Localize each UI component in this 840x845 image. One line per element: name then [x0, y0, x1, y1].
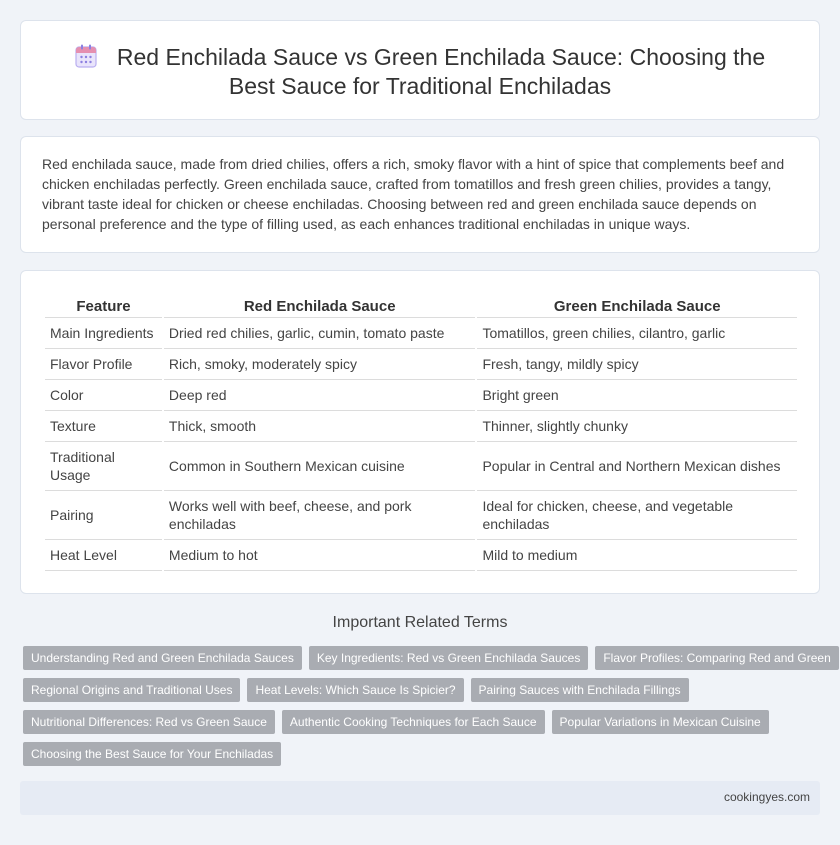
table-row — [45, 318, 797, 349]
red-cell: Common in Southern Mexican cuisine — [164, 442, 476, 491]
feature-cell: Traditional Usage — [45, 442, 162, 491]
comparison-table — [43, 294, 799, 571]
header-red-sauce: Red Enchilada Sauce — [164, 294, 476, 318]
feature-cell: Color — [45, 380, 162, 411]
feature-cell: Texture — [45, 411, 162, 442]
feature-cell: Heat Level — [45, 540, 162, 571]
red-cell: Rich, smoky, moderately spicy — [164, 349, 476, 380]
related-tag[interactable]: Pairing Sauces with Enchilada Fillings — [471, 678, 689, 702]
green-cell: Tomatillos, green chilies, cilantro, garlic — [477, 318, 797, 349]
title-line-1: Red Enchilada Sauce vs Green Enchilada Sauce: Choosing the — [116, 44, 766, 70]
table-header-row — [45, 294, 797, 318]
red-cell: Deep red — [164, 380, 476, 411]
title-line-2: Best Sauce for Traditional Enchiladas — [228, 73, 612, 99]
related-tag[interactable]: Flavor Profiles: Comparing Red and Green — [595, 646, 838, 670]
green-cell: Bright green — [477, 380, 797, 411]
green-cell: Ideal for chicken, cheese, and vegetable enchiladas — [477, 491, 797, 540]
related-tag[interactable]: Choosing the Best Sauce for Your Enchiladas — [23, 742, 281, 766]
table-row — [45, 380, 797, 411]
related-tag[interactable]: Authentic Cooking Techniques for Each Sauce — [282, 710, 545, 734]
green-cell: Fresh, tangy, mildly spicy — [477, 349, 797, 380]
related-tags — [23, 646, 831, 774]
red-cell: Works well with beef, cheese, and pork enchiladas — [164, 491, 476, 540]
feature-cell: Pairing — [45, 491, 162, 540]
related-tag[interactable]: Popular Variations in Mexican Cuisine — [552, 710, 769, 734]
table-row — [45, 491, 797, 540]
related-tag[interactable]: Regional Origins and Traditional Uses — [23, 678, 240, 702]
related-terms-heading: Important Related Terms — [332, 614, 508, 631]
header-feature: Feature — [45, 294, 162, 318]
header-green-sauce: Green Enchilada Sauce — [477, 294, 797, 318]
green-cell: Mild to medium — [477, 540, 797, 571]
related-tag[interactable]: Understanding Red and Green Enchilada Sauces — [23, 646, 302, 670]
footer — [20, 781, 820, 815]
red-cell: Medium to hot — [164, 540, 476, 571]
green-cell: Thinner, slightly chunky — [477, 411, 797, 442]
related-tag[interactable]: Nutritional Differences: Red vs Green Sauce — [23, 710, 275, 734]
footer-site[interactable]: cookingyes.com — [723, 790, 810, 804]
table-row — [45, 411, 797, 442]
page-title — [21, 43, 819, 101]
green-cell: Popular in Central and Northern Mexican dishes — [477, 442, 797, 491]
table-row — [45, 349, 797, 380]
red-cell: Thick, smooth — [164, 411, 476, 442]
red-cell: Dried red chilies, garlic, cumin, tomato paste — [164, 318, 476, 349]
intro-paragraph: Red enchilada sauce, made from dried chilies, offers a rich, smoky flavor with a hint of spice that complements beef and chicken enchiladas perfectly. Green enchilada sauce, crafted from tomatillos and fresh green chilies, provides a tangy, vibrant taste ideal for chicken or cheese enchiladas. Choosing between red and green enchilada sauce depends on personal preference and the type of filling used, as each enhances traditional enchiladas in unique ways. — [42, 156, 785, 232]
table-row — [45, 442, 797, 491]
comparison-card — [20, 270, 820, 594]
title-card — [20, 20, 820, 120]
related-tag[interactable]: Heat Levels: Which Sauce Is Spicier? — [247, 678, 463, 702]
feature-cell: Flavor Profile — [45, 349, 162, 380]
calendar-icon — [75, 44, 97, 68]
feature-cell: Main Ingredients — [45, 318, 162, 349]
intro-card — [20, 136, 820, 253]
table-row — [45, 540, 797, 571]
related-tag[interactable]: Key Ingredients: Red vs Green Enchilada Sauces — [309, 646, 588, 670]
